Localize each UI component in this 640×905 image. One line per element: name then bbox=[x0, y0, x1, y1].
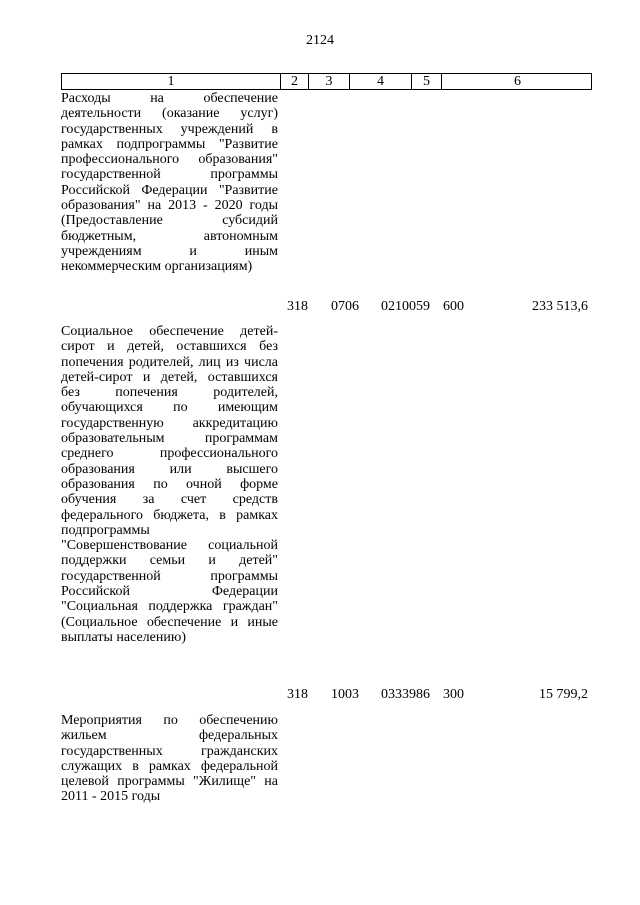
column-header-5: 5 bbox=[412, 74, 442, 89]
table-header-row bbox=[61, 73, 592, 90]
row-2-section-code: 1003 bbox=[331, 687, 359, 702]
column-header-2: 2 bbox=[281, 74, 309, 89]
row-2-description: Социальное обеспечение детей-сирот и детей, оставшихся без попечения родителей, лиц из числа детей-сирот и детей, оставшихся без попечения родителей, обучающихся по имеющим государственную аккредитацию образовательным программам среднего профессионального образования или высшего образования по очной форме обучения за счет средств федерального бюджета, в рамках подпрограммы "Совершенствование социальной поддержки семьи и детей" государственной программы Российской Федерации "Социальная поддержка граждан" (Социальное обеспечение и иные выплаты населению) bbox=[61, 324, 278, 645]
row-2-amount: 15 799,2 bbox=[539, 687, 588, 702]
row-1-amount: 233 513,6 bbox=[532, 299, 588, 314]
row-2-ministry-code: 318 bbox=[287, 687, 308, 702]
row-1-description: Расходы на обеспечение деятельности (оказание услуг) государственных учреждений в рамках подпрограммы "Развитие профессионального образования" государственной программы Российской Федерации "Развитие образования" на 2013 - 2020 годы (Предоставление субсидий бюджетным, автономным учреждениям и иным некоммерческим организациям) bbox=[61, 91, 278, 275]
page-number: 2124 bbox=[306, 33, 334, 48]
row-3-description: Мероприятия по обеспечению жильем федеральных государственных гражданских служащих в рамках федеральной целевой программы "Жилище" на 2011 - 2015 годы bbox=[61, 713, 278, 805]
row-2-target-code: 0333986 bbox=[381, 687, 430, 702]
column-header-4: 4 bbox=[350, 74, 412, 89]
row-2-expense-type-code: 300 bbox=[443, 687, 464, 702]
column-header-1: 1 bbox=[62, 74, 281, 89]
row-1-expense-type-code: 600 bbox=[443, 299, 464, 314]
column-header-3: 3 bbox=[309, 74, 350, 89]
row-1-target-code: 0210059 bbox=[381, 299, 430, 314]
column-header-6: 6 bbox=[514, 74, 521, 89]
row-1-section-code: 0706 bbox=[331, 299, 359, 314]
row-1-ministry-code: 318 bbox=[287, 299, 308, 314]
